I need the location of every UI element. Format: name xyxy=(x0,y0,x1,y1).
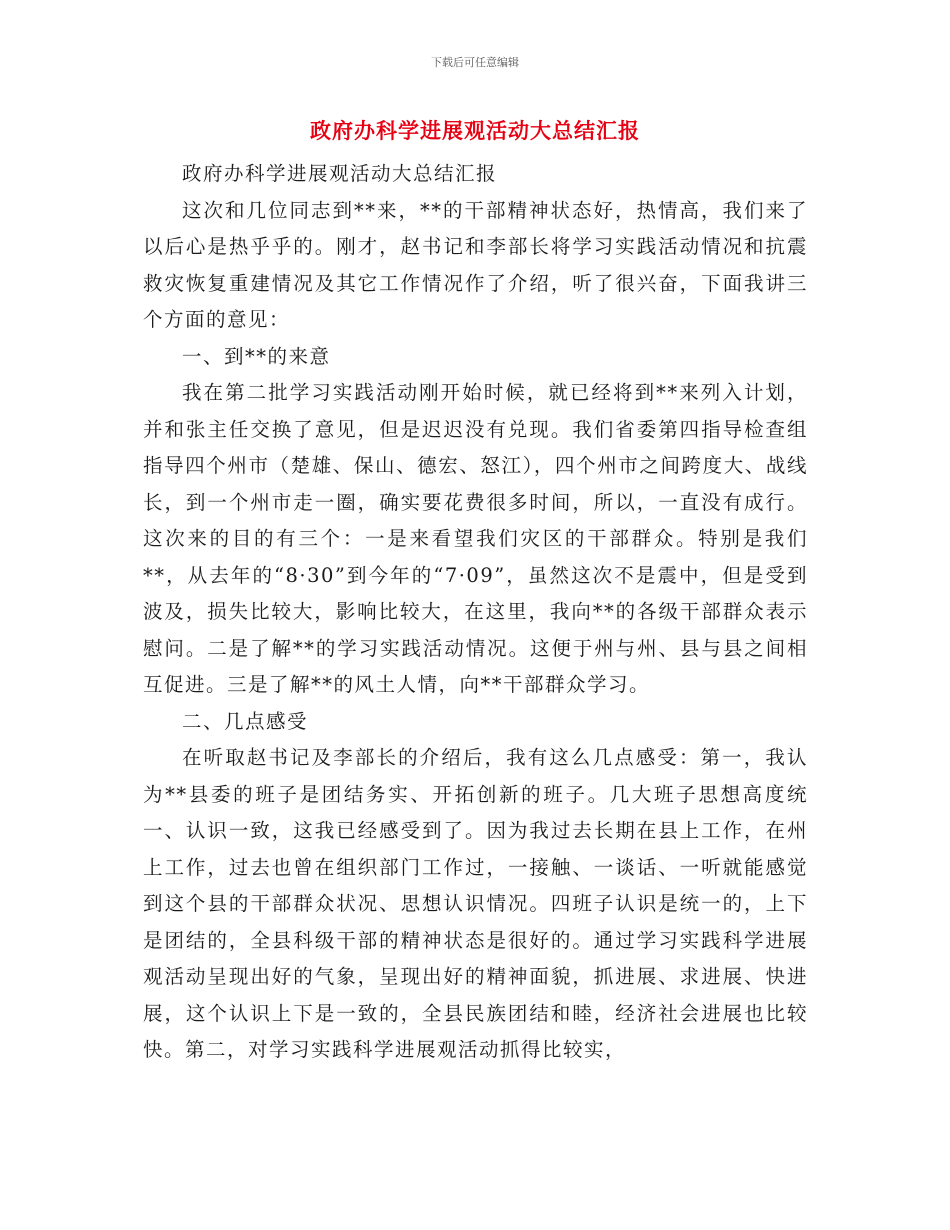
paragraph-intro: 这次和几位同志到**来，**的干部精神状态好，热情高，我们来了以后心是热乎乎的。刚才，赵书记和李部长将学习实践活动情况和抗震救灾恢复重建情况及其它工作情况作了介绍，听了很兴奋，下面我讲三个方面的意见： xyxy=(143,198,808,331)
paragraph-purpose: 我在第二批学习实践活动刚开始时候，就已经将到**来列入计划，并和张主任交换了意见，但是迟迟没有兑现。我们省委第四指导检查组指导四个州市（楚雄、保山、德宏、怒江），四个州市之间跨度大、战线长，到一个州市走一圈，确实要花费很多时间，所以，一直没有成行。这次来的目的有三个：一是来看望我们灾区的干部群众。特别是我们**，从去年的“8·30”到今年的“7·09”，虽然这次不是震中，但是受到波及，损失比较大，影响比较大，在这里，我向**的各级干部群众表示慰问。二是了解**的学习实践活动情况。这便于州与州、县与县之间相互促进。三是了解**的风土人情，向**干部群众学习。 xyxy=(143,381,808,696)
page-header-note: 下载后可任意编辑 xyxy=(431,56,519,69)
section-heading-2: 二、几点感受 xyxy=(182,709,309,733)
document-title: 政府办科学进展观活动大总结汇报 xyxy=(310,119,640,143)
document-body xyxy=(143,156,808,1069)
paragraph-subtitle: 政府办科学进展观活动大总结汇报 xyxy=(182,162,498,185)
section-heading-1: 一、到**的来意 xyxy=(182,344,331,368)
paragraph-impressions: 在听取赵书记及李部长的介绍后，我有这么几点感受：第一，我认为**县委的班子是团结务实、开拓创新的班子。几大班子思想高度统一、认识一致，这我已经感受到了。因为我过去长期在县上工作，在州上工作，过去也曾在组织部门工作过，一接触、一谈话、一听就能感觉到这个县的干部群众状况、思想认识情况。四班子认识是统一的，上下是团结的，全县科级干部的精神状态是很好的。通过学习实践科学进展观活动呈现出好的气象，呈现出好的精神面貌，抓进展、求进展、快进展，这个认识上下是一致的，全县民族团结和睦，经济社会进展也比较快。第二，对学习实践科学进展观活动抓得比较实， xyxy=(143,746,808,1061)
